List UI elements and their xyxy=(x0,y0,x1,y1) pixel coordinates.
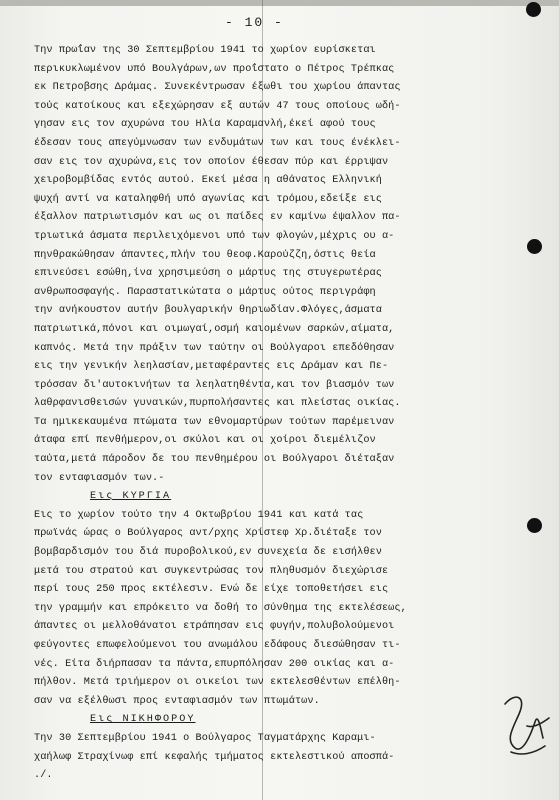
page-number: - 10 - xyxy=(225,15,284,30)
text-line: ανθρωποσφαγής. Παραστατικώτατα ο μάρτυς ούτος περιγράφη xyxy=(34,286,376,298)
text-line: Τα ημικεκαυμένα πτώματα των εθνομαρτύρων τούτων παρέμειναν xyxy=(34,416,395,428)
text-line: περί τους 250 προς εκτέλεσιν. Ενώ δε είχε τοποθετήσει εις xyxy=(34,584,389,596)
text-line: μετά του στρατού και συγκεντρώσας τον πληθυσμόν διεχώρισε xyxy=(34,565,389,577)
section-heading-text: Εις ΚΥΡΓΙΑ xyxy=(90,491,172,503)
text-line: γησαν εις τον αχυρώνα του Ηλία Καραμανλή,έκεί αφού τους xyxy=(34,119,376,131)
text-line: πήλθον. Μετά τριήμερον οι οικείοι των εκτελεσθέντων επέλθη- xyxy=(34,677,401,689)
text-line: ψυχή αντί να καταληφθή υπό αγωνίας και τρόμου,εδείξε εις xyxy=(34,193,382,205)
text-line: καπνός. Μετά την πράξιν των ταύτην οι Βούλγαροι επεδόθησαν xyxy=(34,342,395,354)
punch-hole-icon xyxy=(527,239,542,254)
text-line: περικυκλωμένον υπό Βουλγάρων,ων προΐστατο ο Πέτρος Τρέπκας xyxy=(34,63,395,75)
text-line: άπαντες οι μελλοθάνατοι ετράπησαν εις φυγήν,πολυβολούμενοι xyxy=(34,621,395,633)
section-heading-text: Εις ΝΙΚΗΦΟΡΟΥ xyxy=(90,714,196,726)
document-body xyxy=(34,42,494,786)
text-line: πηνθρακώθησαν άπαντες,πλήν του θεοφ.Καρούζζη,όστις θεία xyxy=(34,249,376,261)
text-line: λαθρφανισθεισών γυναικών,πυρπολήσαντες και πλείστας οικίας. xyxy=(34,398,401,410)
text-line: εις την γενικήν λεηλασίαν,μεταφέραντες εις Δράμαν και Πε- xyxy=(34,361,389,373)
text-line: Την πρωΐαν της 30 Σεπτεμβρίου 1941 το χωρίον ευρίσκεται xyxy=(34,45,376,56)
section-heading-kyrgia xyxy=(34,488,494,507)
text-line: τούς κατοίκους και εξεχώρησαν εξ αυτών 47 τους οποίους ωδή- xyxy=(34,100,401,112)
text-line: χαήλωφ Στραχίνωφ επί κεφαλής τμήματος εκτελεστικού αποσπά- xyxy=(34,751,395,763)
text-line: ./. xyxy=(34,770,53,782)
text-line: σαν να εξέλθωσι προς ενταφιασμόν των πτωμάτων. xyxy=(34,695,320,707)
text-line: ταύτα,μετά πάροδον δε του πενθημέρου οι Βούλγαροι διέταξαν xyxy=(34,454,395,466)
page-top-edge xyxy=(0,0,559,6)
text-line: νές. Είτα διήρπασαν τα πάντα,επυρπόλησαν 200 οικίας και α- xyxy=(34,658,395,670)
text-line: την γραμμήν και επρόκειτο να δοθή το σύνθημα της εκτελέσεως, xyxy=(34,602,407,614)
text-line: επινεύσει εσώθη,ίνα χρησιμεύση ο μάρτυς της στυγερωτέρας xyxy=(34,268,382,280)
punch-hole-icon xyxy=(527,518,542,533)
text-line: χειροβομβίδας εντός αυτού. Εκεί μέσα η αθάνατος Ελληνική xyxy=(34,175,382,187)
punch-hole-icon xyxy=(526,2,541,17)
text-line: έξαλλον πατριωτισμόν και ως οι παίδες εν καμίνω έψαλλον πα- xyxy=(34,212,401,224)
text-line: φεύγοντες επωφελούμενοι του ανωμάλου εδάφους διεσώθησαν τι- xyxy=(34,640,401,651)
text-line: τον ενταφιασμόν των.- xyxy=(34,472,165,484)
text-line: τρόσσαν δι'αυτοκινήτων τα λεηλατηθέντα,και τον βιασμόν των xyxy=(34,379,395,391)
text-line: σαν εις τον αχυρώνα,εις τον οποίον έθεσαν πύρ και έρριψαν xyxy=(34,156,389,168)
text-line: Την 30 Σεπτεμβρίου 1941 ο Βούλγαρος Ταγματάρχης Καραμι- xyxy=(34,732,376,744)
text-line: πατριωτικά,πόνοι και οιμωγαί,οσμή καιομένων σαρκών,αίματα, xyxy=(34,323,395,335)
text-line: την ανήκουστον αυτήν βουλγαρικήν θηριωδίαν.Φλόγες,άσματα xyxy=(34,305,382,317)
text-line: βομβαρδισμόν του διά πυροβολικού,εν συνεχεία δε εισήλθεν xyxy=(34,547,382,559)
text-line: εκ Πετροβσης Δράμας. Συνεκέντρωσαν έξωθι του χωρίου άπαντας xyxy=(34,82,401,94)
text-line: Εις το χωρίον τούτο την 4 Οκτωβρίου 1941 και κατά τας xyxy=(34,509,364,521)
text-line: άταφα επί πενθήμερον,οι σκύλοι και οι χοίροι διεμέλιζον xyxy=(34,435,376,447)
signature-icon xyxy=(497,682,552,762)
text-line: έδεσαν τους απεγύμνωσαν των ενδυμάτων των και τους ένέκλει- xyxy=(34,137,401,149)
section-heading-nikiforou xyxy=(34,711,494,730)
text-line: πρωϊνάς ώρας ο Βούλγαρος αντ/ρχης Χρίστεφ Χρ.διέταξε τον xyxy=(34,528,382,540)
text-line: τριωτικά άσματα περιλειχόμενοι υπό των φλογών,μέχρις ου α- xyxy=(34,230,395,242)
